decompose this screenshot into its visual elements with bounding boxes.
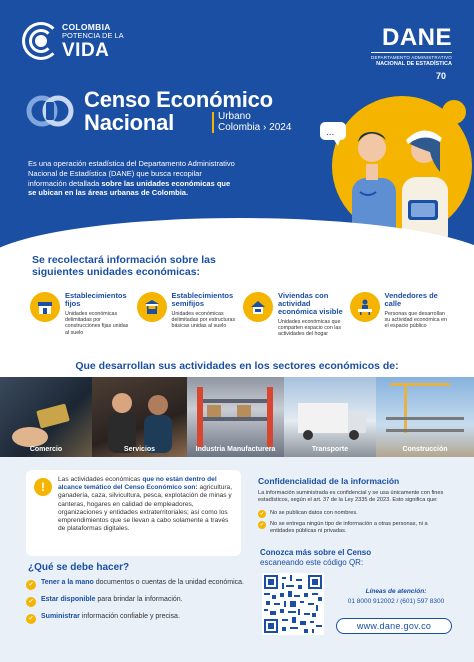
- unit-title: Vendedores de calle: [384, 291, 438, 308]
- stall-icon: [137, 292, 167, 322]
- sector-photo-transporte: [284, 377, 376, 457]
- check-icon: ✔: [259, 522, 265, 528]
- dane-70-years-badge: 70: [435, 71, 446, 81]
- unit-title: Establecimientos fijos: [65, 291, 127, 308]
- title-line-2: Nacional: [84, 110, 175, 136]
- qr-title-line-2: escaneando este código QR:: [260, 557, 364, 567]
- sector-label: Servicios: [123, 446, 156, 453]
- item-text: No se publican datos con nombres.: [270, 510, 358, 516]
- logo-line-3: VIDA: [62, 39, 110, 61]
- unit-description: Personas que desarrollan su actividad económica en el espacio público: [384, 310, 447, 330]
- what-to-do-list: [26, 578, 246, 629]
- unit-title: Establecimientos semifijos: [171, 291, 234, 308]
- unit-establecimientos-fijos: [30, 292, 131, 338]
- economic-units-list: [30, 292, 450, 338]
- svg-text:...: ...: [326, 127, 335, 138]
- title-line-1: Censo Económico: [84, 87, 273, 112]
- sector-photo-industria: [187, 377, 284, 457]
- unit-viviendas-actividad: [243, 292, 344, 338]
- intro-paragraph: [28, 159, 240, 198]
- qr-title: [260, 548, 371, 567]
- store-icon: [30, 292, 60, 322]
- sectors-photo-strip: [0, 377, 474, 457]
- sector-photo-comercio: [0, 377, 92, 457]
- list-item: [258, 510, 453, 518]
- check-icon: ✔: [26, 614, 36, 624]
- unit-description: Unidades económicas delimitadas por construcciones fijas unidas al suelo: [65, 310, 129, 336]
- website-link[interactable]: www.dane.gov.co: [336, 618, 452, 634]
- help-lines-title: Líneas de atención:: [365, 588, 427, 595]
- construction-photo-icon: [376, 377, 474, 457]
- industry-photo-icon: [187, 377, 284, 457]
- list-item: [26, 595, 246, 607]
- warning-icon: !: [34, 478, 52, 496]
- dane-logo: [371, 26, 452, 81]
- subtitle-urbano: Urbano: [218, 111, 251, 122]
- units-title-line-2: siguientes unidades económicas:: [32, 266, 201, 279]
- home-business-icon: [243, 292, 273, 322]
- confidentiality-text: La información suministrada es confidencial y se usa únicamente con fines estadísticos, según el art. 37 de la Ley 2335 de 2023. Esto significa que:: [258, 490, 444, 504]
- help-lines-numbers: 01 8000 912002 / (601) 597 8300: [347, 598, 445, 605]
- dane-logo-sub2: NACIONAL DE ESTADÍSTICA: [376, 61, 452, 67]
- intro-text: Es una operación estadística del Departamento Administrativo Nacional de Estadística (DANE) que busca recopilar información detallada: [28, 159, 235, 188]
- services-photo-icon: [92, 377, 187, 457]
- what-to-do-title: ¿Qué se debe hacer?: [28, 562, 130, 573]
- intro-bold-text: sobre las unidades económicas que se ubican en las áreas urbanas de Colombia.: [28, 178, 231, 198]
- check-icon: ✔: [26, 597, 36, 607]
- check-icon: ✔: [259, 511, 265, 517]
- sector-label: Construcción: [402, 446, 448, 453]
- sector-label: Transporte: [311, 446, 349, 453]
- street-vendor-icon: [350, 292, 380, 322]
- unit-establecimientos-semifijos: [137, 292, 238, 338]
- commerce-photo-icon: [0, 377, 92, 457]
- colombia-logo-icon: [22, 20, 52, 62]
- check-icon: ✔: [26, 580, 36, 590]
- sector-photo-construccion: [376, 377, 474, 457]
- list-item: [258, 521, 453, 535]
- sector-label: Industria Manufacturera: [195, 446, 276, 453]
- qr-code-icon: [264, 575, 322, 633]
- sector-label: Comercio: [29, 446, 63, 453]
- qr-title-line-1: Conozca más sobre el Censo: [260, 548, 372, 557]
- item-bold: Estar disponible: [41, 596, 96, 603]
- logo-line-2: POTENCIA DE LA: [62, 31, 124, 40]
- header-banner: [0, 0, 474, 248]
- sector-photo-servicios: [92, 377, 187, 457]
- sectors-title: Que desarrollan sus actividades en los sectores económicos de:: [75, 360, 399, 372]
- dane-logo-name: DANE: [381, 24, 452, 51]
- note-text-2: agricultura, ganadería, caza, silvicultura, pesca, explotación de minas y canteras, hogares en calidad de empleadores, organizaciones y entidades extraterritoriales; así como los emprendimientos que se llevan a cabo solamente a través de plataformas digitales.: [58, 484, 233, 533]
- confidentiality-list: [258, 510, 453, 538]
- excluded-activities-text: [58, 476, 236, 534]
- item-text: documentos o cuentas de la unidad económica.: [93, 579, 244, 586]
- logo-line-1: COLOMBIA: [62, 21, 111, 32]
- unit-vendedores-calle: [350, 292, 451, 338]
- transport-photo-icon: [284, 377, 376, 457]
- list-item: [26, 612, 246, 624]
- census-symbol-icon: [26, 90, 74, 132]
- colombia-potencia-logo: [22, 20, 124, 62]
- note-bold-text: que no están dentro del alcance temático del Censo Económico son:: [58, 476, 217, 492]
- qr-code[interactable]: [262, 573, 324, 635]
- item-text: No se entrega ningún tipo de información a otras personas, ni a entidades públicas ni privadas.: [270, 521, 428, 534]
- unit-title: Viviendas con actividad económica visible: [278, 291, 343, 316]
- item-text: información confiable y precisa.: [79, 613, 180, 620]
- note-text-1: Las actividades económicas: [58, 476, 143, 483]
- census-title-block: [26, 84, 296, 154]
- item-bold: Tener a la mano: [41, 579, 94, 586]
- units-section-title: [32, 254, 216, 278]
- dane-logo-sub1: DEPARTAMENTO ADMINISTRATIVO: [371, 52, 452, 60]
- unit-description: Unidades económicas que comparten espacio con las actividades del hogar: [278, 318, 342, 338]
- unit-description: Unidades económicas delimitadas por estructuras básicas unidas al suelo: [171, 310, 236, 330]
- list-item: [26, 578, 246, 590]
- item-bold: Suministrar: [41, 613, 80, 620]
- item-text: para brindar la información.: [95, 596, 183, 603]
- confidentiality-title: Confidencialidad de la información: [258, 476, 400, 486]
- subtitle-colombia-year: Colombia › 2024: [218, 121, 292, 133]
- units-title-line-1: Se recolectará información sobre las: [32, 254, 216, 266]
- excluded-activities-note: [26, 470, 241, 556]
